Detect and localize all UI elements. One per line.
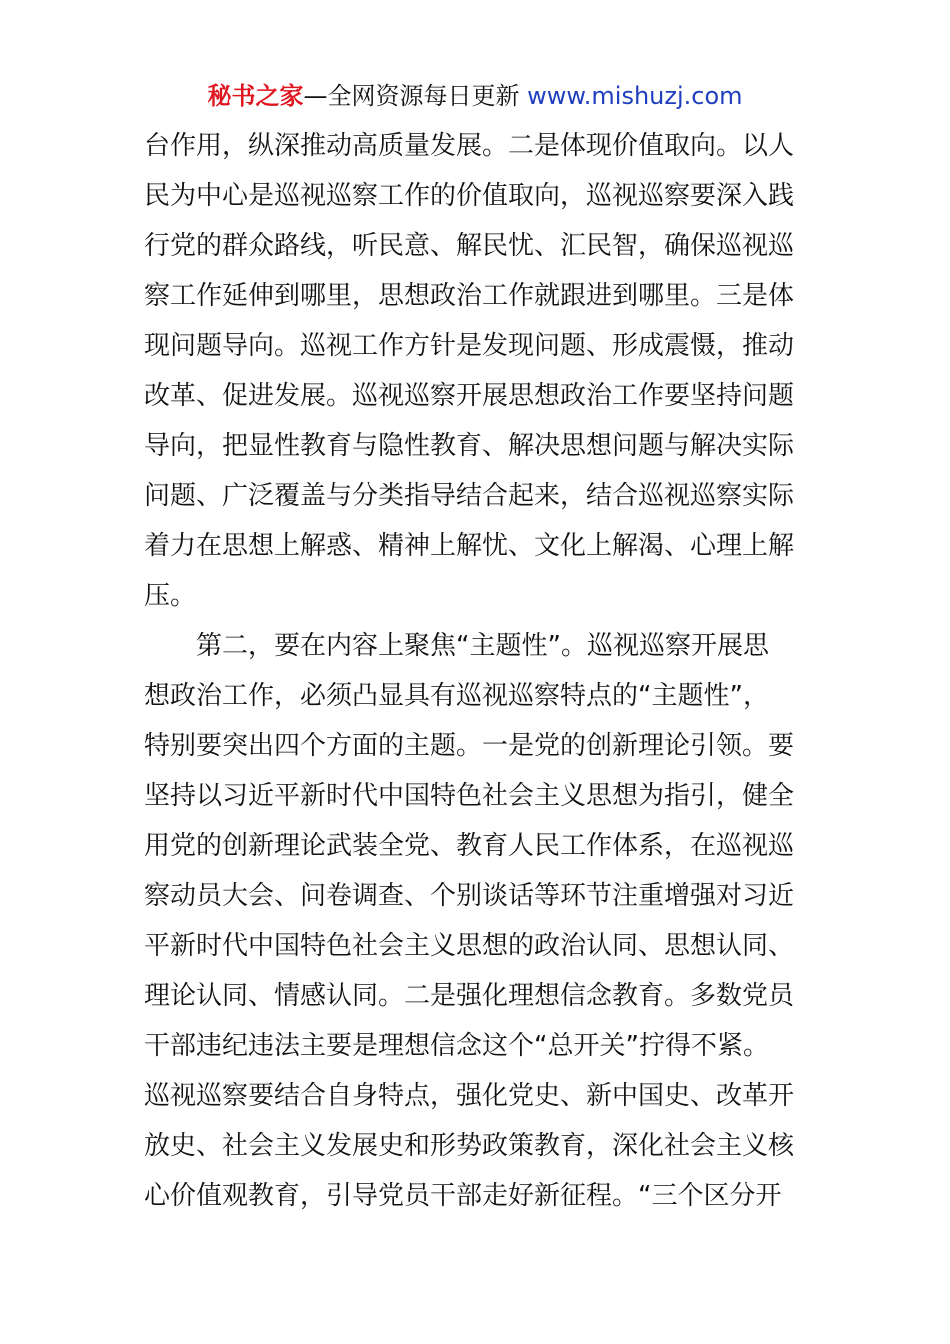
text-line: 现问题导向。巡视工作方针是发现问题、形成震慑，推动 xyxy=(144,331,795,361)
text-line: 着力在思想上解惑、精神上解忧、文化上解渴、心理上解 xyxy=(144,531,795,561)
text-line: 民为中心是巡视巡察工作的价值取向，巡视巡察要深入践 xyxy=(144,181,795,211)
paragraph-start-line: 第二，要在内容上聚焦“主题性”。巡视巡察开展思 xyxy=(196,631,769,661)
text-line: 想政治工作，必须凸显具有巡视巡察特点的“主题性”， xyxy=(144,681,769,711)
text-line: 察动员大会、问卷调查、个别谈话等环节注重增强对习近 xyxy=(144,881,795,911)
text-line: 巡视巡察要结合自身特点，强化党史、新中国史、改革开 xyxy=(144,1081,795,1111)
text-line: 压。 xyxy=(144,581,197,611)
text-line: 改革、促进发展。巡视巡察开展思想政治工作要坚持问题 xyxy=(144,381,795,411)
text-line: 用党的创新理论武装全党、教育人民工作体系，在巡视巡 xyxy=(144,831,795,861)
site-tagline: —全网资源每日更新 xyxy=(303,82,520,110)
text-line: 察工作延伸到哪里，思想政治工作就跟进到哪里。三是体 xyxy=(144,281,795,311)
text-line: 台作用，纵深推动高质量发展。二是体现价值取向。以人 xyxy=(144,131,795,161)
text-line: 坚持以习近平新时代中国特色社会主义思想为指引，健全 xyxy=(144,781,795,811)
site-header xyxy=(0,76,950,116)
text-line: 心价值观教育，引导党员干部走好新征程。“三个区分开 xyxy=(144,1181,782,1211)
text-line: 干部违纪违法主要是理想信念这个“总开关”拧得不紧。 xyxy=(144,1031,769,1061)
site-brand: 秘书之家 xyxy=(207,82,304,110)
text-line: 放史、社会主义发展史和形势政策教育，深化社会主义核 xyxy=(144,1131,795,1161)
text-line: 行党的群众路线，听民意、解民忧、汇民智，确保巡视巡 xyxy=(144,231,795,261)
text-line: 特别要突出四个方面的主题。一是党的创新理论引领。要 xyxy=(144,731,795,761)
text-line: 理论认同、情感认同。二是强化理想信念教育。多数党员 xyxy=(144,981,795,1011)
text-line: 导向，把显性教育与隐性教育、解决思想问题与解决实际 xyxy=(144,431,795,461)
site-url[interactable]: www.mishuzj.com xyxy=(527,82,743,110)
text-line: 问题、广泛覆盖与分类指导结合起来，结合巡视巡察实际 xyxy=(144,481,795,511)
document-body xyxy=(144,121,824,1221)
text-line: 平新时代中国特色社会主义思想的政治认同、思想认同、 xyxy=(144,931,795,961)
